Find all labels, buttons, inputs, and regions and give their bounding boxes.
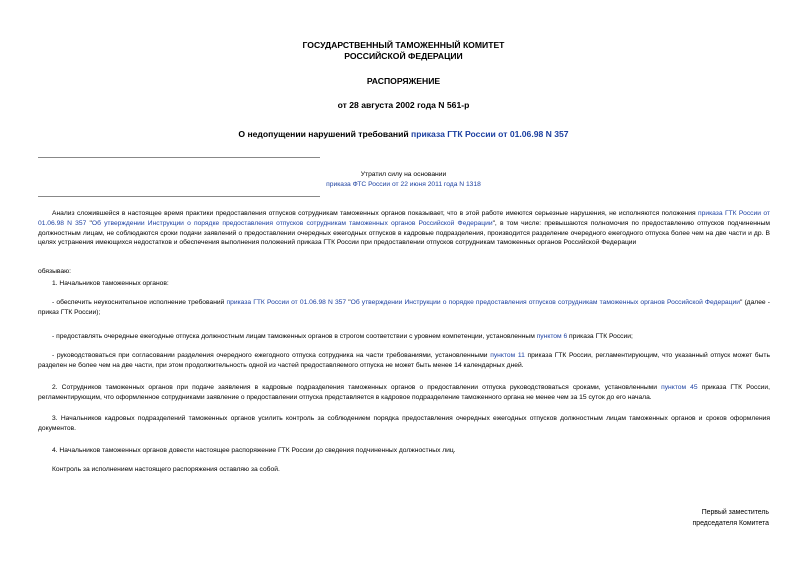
item-2-text-pre: 2. Сотрудников таможенных органов при подаче заявления в кадровые подразделения таможенных органов о предоставлении отпуска руководствоваться сроками, установленными <box>52 384 662 391</box>
item-2-point-link[interactable]: пунктом 45 <box>661 384 698 391</box>
title-order-link[interactable]: приказа ГТК России от 01.06.98 N 357 <box>411 129 569 139</box>
intro-instruction-link[interactable]: Об утверждении Инструкции о порядке предоставления отпусков сотрудникам таможенных органов Российской Федерации <box>91 219 493 227</box>
repeal-order-link[interactable]: приказа ФТС России от 22 июня 2011 года N 1318 <box>326 181 481 188</box>
signature-line2: председателя Комитета <box>692 520 769 527</box>
obligate-line: обязываю: <box>38 268 71 275</box>
org-name-line2: РОССИЙСКОЙ ФЕДЕРАЦИИ <box>344 51 463 61</box>
item-1a <box>38 298 770 318</box>
item-1: 1. Начальников таможенных органов: <box>52 280 169 287</box>
item-1a-text-pre: - обеспечить неукоснительное исполнение требований <box>52 299 227 306</box>
signature-line1: Первый заместитель <box>701 509 769 516</box>
intro-text-a: Анализ сложившейся в настоящее время практики предоставления отпусков сотрудникам таможенных органов показывает, что в этой работе имеются серьезные нарушения, не исполняются положения <box>52 210 698 217</box>
status-note-link-line <box>0 180 807 189</box>
item-1a-text-post: " (далее - приказ ГТК России); <box>38 299 770 316</box>
item-1b-point-link[interactable]: пунктом 6 <box>536 333 568 340</box>
document-date-number: от 28 августа 2002 года N 561-р <box>337 100 470 110</box>
divider-bottom <box>38 196 320 197</box>
item-2-text-post: приказа ГТК России, регламентирующим, что оформленное сотрудниками заявление о предоставлении отпуска представляется в кадровое подразделение таможенного органа не менее чем за 15 суток до его начала. <box>38 384 770 401</box>
item-4: 4. Начальников таможенных органов довести настоящее распоряжение ГТК России до сведения подчиненных должностных лиц. <box>52 447 456 454</box>
status-note-line: Утратил силу на основании <box>360 171 447 178</box>
document-title <box>0 129 807 140</box>
divider-top <box>38 157 320 158</box>
intro-order-link[interactable]: приказа ГТК России от 01.06.98 N 357 <box>38 210 770 227</box>
document-type: РАСПОРЯЖЕНИЕ <box>366 76 441 86</box>
title-text: О недопущении нарушений требований <box>238 129 412 139</box>
item-1b-text-pre: - предоставлять очередные ежегодные отпуска должностным лицам таможенных органов в строгом соответствии с уровнем компетенции, установленным <box>52 333 537 340</box>
item-2 <box>38 383 770 403</box>
item-3: 3. Начальников кадровых подразделений таможенных органов усилить контроль за соблюдением порядка предоставления очередных ежегодных отпусков должностным лицам таможенных органов и сроков оформления документов. <box>38 415 770 432</box>
control-line: Контроль за исполнением настоящего распоряжения оставляю за собой. <box>52 466 280 473</box>
item-1c-point-link[interactable]: пунктом 11 <box>490 352 525 359</box>
item-1c <box>38 351 770 371</box>
item-1c-text-post: приказа ГТК России, регламентирующим, что указанный отпуск может быть разделен не более чем на две части, при этом продолжительность одной из частей предоставляемого отпуска не может быть менее 14 календарных дней. <box>38 352 770 369</box>
item-1b-text-post: приказа ГТК России; <box>567 333 633 340</box>
org-name-line1: ГОСУДАРСТВЕННЫЙ ТАМОЖЕННЫЙ КОМИТЕТ <box>302 40 505 50</box>
intro-text-b: " <box>86 219 92 227</box>
intro-paragraph <box>38 209 770 248</box>
item-1a-text-mid: " <box>346 299 351 306</box>
item-1a-order-link[interactable]: приказа ГТК России от 01.06.98 N 357 <box>226 299 347 306</box>
item-1b <box>38 332 770 342</box>
item-1c-text-pre: - руководствоваться при согласовании разделения очередного ежегодного отпуска сотрудника на части требованиями, установленными <box>52 352 491 359</box>
item-1a-instruction-link[interactable]: Об утверждении Инструкции о порядке предоставления отпусков сотрудникам таможенных органов Российской Федерации <box>350 299 740 306</box>
intro-text-c: ", в том числе: превышаются полномочия по предоставлению отпусков подчиненным должностным лицам, не соблюдаются сроки подачи заявлений о предоставлении очередных ежегодных отпусков в кадровые подразделения, производится разделение очередного ежегодного отпуска более чем на две части и др. В целях устранения имеющихся недостатков и обеспечения выполнения положений приказа ГТК России при предоставлении отпусков сотрудникам таможенных органов Российской Федерации <box>38 219 770 247</box>
